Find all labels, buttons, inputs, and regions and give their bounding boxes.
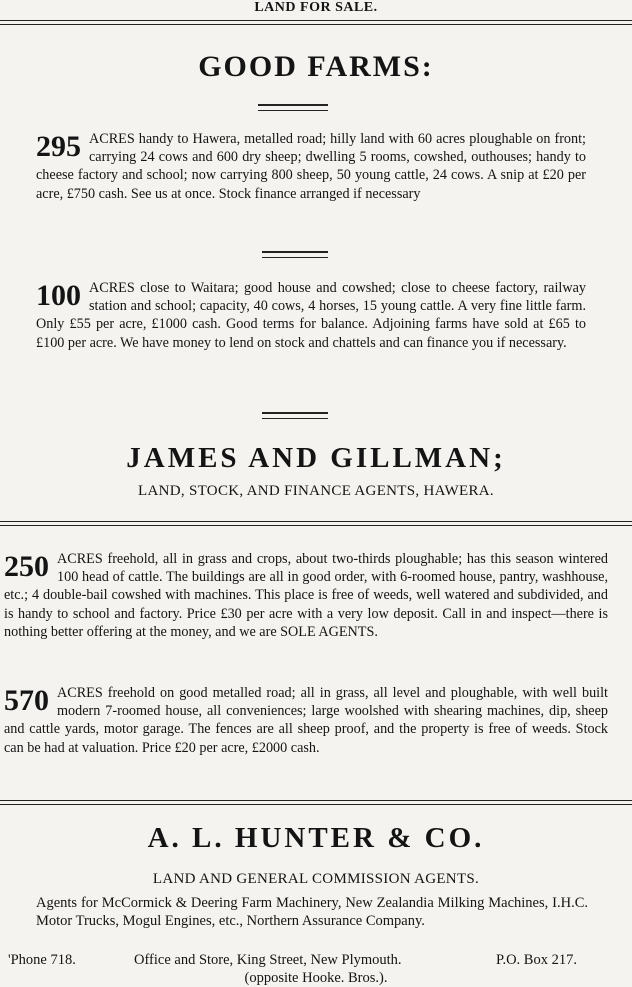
phone-number: 'Phone 718. [8, 952, 76, 968]
listing-295 [36, 130, 586, 203]
po-box: P.O. Box 217. [496, 952, 577, 968]
listing-text: ACRES freehold on good metalled road; all in grass, all level and ploughable, with well built modern 7-roomed house, all conveniences; large woolshed with shearing machines, dip, sheep and cattle yards, motor garage. The fences are all sheep proof, and the property is free of weeds. Stock can be had at valuation. Price £20 per acre, £2000 cash. [4, 685, 608, 756]
acreage-number: 570 [4, 684, 49, 717]
agent-subtitle: LAND AND GENERAL COMMISSION AGENTS. [152, 871, 480, 887]
listing-570 [4, 684, 608, 757]
good-farms-title: GOOD FARMS: [198, 50, 434, 83]
section-rule [0, 521, 632, 526]
agent-name-hunter: A. L. HUNTER & CO. [147, 822, 485, 854]
listing-text: ACRES freehold, all in grass and crops, about two-thirds ploughable; has this season wintered 100 head of cattle. The buildings are all in good order, with 6-roomed house, pantry, washhouse, etc.; 4 double-bail cowshed with machines. This place is free of weeds, well watered and subdivided, and is handy to school and factory. Price £30 per acre with a very low deposit. Call in and inspect—there is nothing better offering at the money, and we are SOLE AGENTS. [4, 551, 608, 640]
section-rule [0, 800, 632, 805]
opposite-note: (opposite Hooke. Bros.). [244, 970, 388, 986]
acreage-number: 250 [4, 550, 49, 583]
top-rule [0, 20, 632, 25]
agent-name-james-gillman: JAMES AND GILLMAN; [126, 442, 506, 474]
section-heading: LAND FOR SALE. [254, 0, 378, 15]
listing-text: ACRES close to Waitara; good house and cowshed; close to cheese factory, railway station and school; capacity, 40 cows, 4 horses, 15 young cattle. A very fine little farm. Only £55 per acre, £1000 cash. Good terms for balance. Adjoining farms have sold at £65 to £100 per acre. We have money to lend on stock and chattels and can finance you if necessary. [36, 280, 586, 351]
divider [262, 251, 328, 258]
listing-100 [36, 279, 586, 352]
divider [258, 104, 328, 111]
divider [262, 412, 328, 419]
listing-250 [4, 550, 608, 641]
listing-text: ACRES handy to Hawera, metalled road; hilly land with 60 acres ploughable on front; carrying 24 cows and 600 dry sheep; dwelling 5 rooms, cowshed, outhouses; handy to cheese factory and school; now carrying 800 sheep, 50 young cattle, 24 cows. A snip at £20 per acre, £750 cash. See us at once. Stock finance arranged if necessary [36, 131, 586, 202]
acreage-number: 295 [36, 130, 81, 163]
acreage-number: 100 [36, 279, 81, 312]
agent-subtitle: LAND, STOCK, AND FINANCE AGENTS, HAWERA. [138, 483, 494, 499]
office-address: Office and Store, King Street, New Plymouth. [134, 952, 402, 968]
agents-for-text: Agents for McCormick & Deering Farm Machinery, New Zealandia Milking Machines, I.H.C. Motor Trucks, Mogul Engines, etc., Northern Assurance Company. [36, 895, 588, 929]
